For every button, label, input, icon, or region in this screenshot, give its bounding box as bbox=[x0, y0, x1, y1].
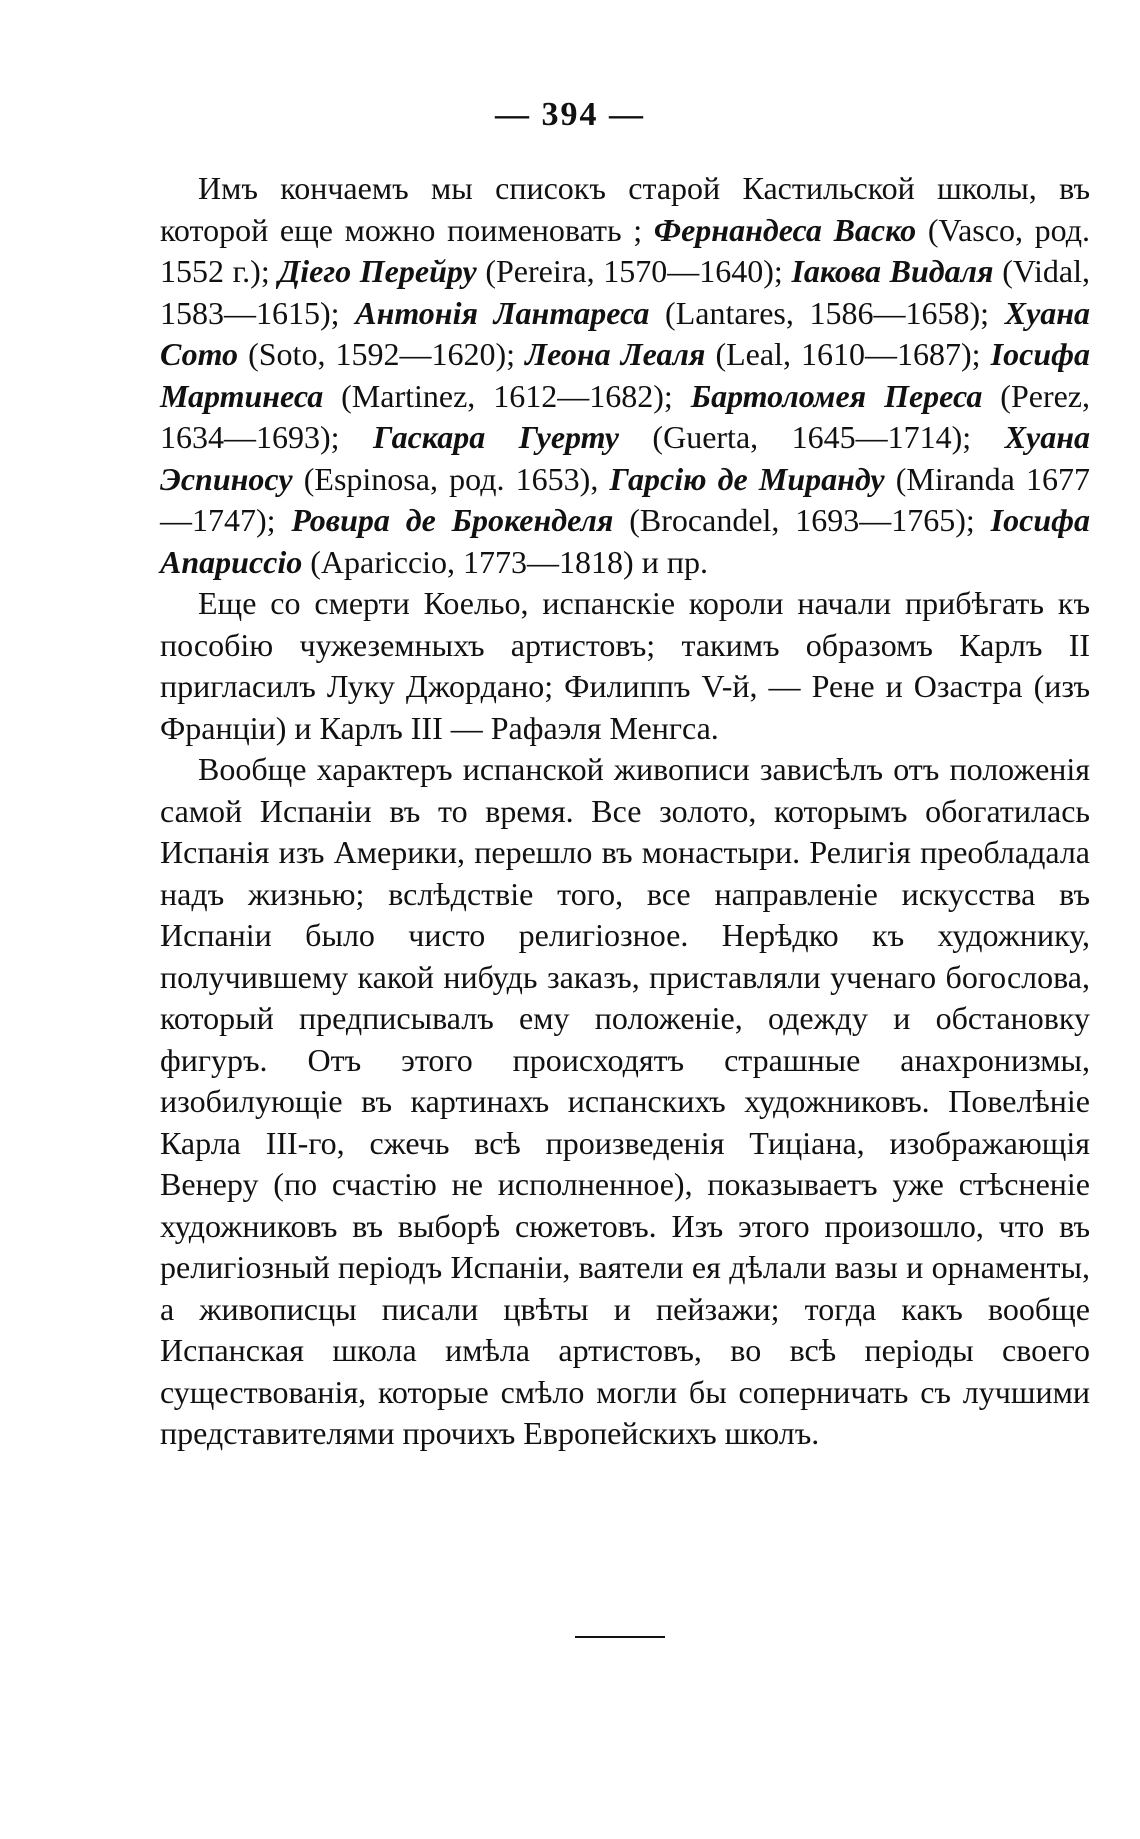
painter-name: Хуана Сото bbox=[160, 294, 1091, 372]
paragraph-text: (Leal, 1610—1687); bbox=[705, 336, 991, 372]
paragraph-text: (Brocandel, 1693—1765); bbox=[613, 502, 991, 538]
paragraph-text: Вообще характеръ испанской живописи зависѣлъ отъ положенія самой Испаніи въ то время. Все золото, которымъ обогатилась Испанія изъ Америки, перешло въ монастыри. Религія преобладала надъ жизнью; вслѣдствіе того, все направленіе искусства въ Испаніи было чисто религіозное. Нерѣдко къ художнику, получившему какой нибудь заказъ, приставляли ученаго богослова, который предписывалъ ему положеніе, одежду и обстановку фигуръ. Отъ этого происходятъ страшные анахронизмы, изобилующіе въ картинахъ испанскихъ художниковъ. Повелѣніе Карла III-го, сжечь всѣ произведенія Тиціана, изображающія Венеру (по счастію не исполненное), показываетъ уже стѣсненіе художниковъ въ выборѣ сюжетовъ. Изъ этого произошло, что въ религіозный періодъ Испаніи, ваятели ея дѣлали вазы и орнаменты, а живописцы писали цвѣты и пейзажи; тогда какъ вообще Испанская школа имѣла артистовъ, во всѣ періоды своего существованія, которые смѣло могли бы соперничать съ лучшими представителями прочихъ Европейскихъ школъ. bbox=[160, 751, 1090, 1451]
paragraph-text: (Espinosa, род. 1653), bbox=[292, 460, 610, 497]
paragraph bbox=[160, 583, 1090, 749]
paragraph-text: (Miranda 1677—1747); bbox=[160, 460, 1091, 538]
paragraph-text: Имъ кончаемъ мы списокъ старой Кастильской школы, въ которой еще можно поименовать ; bbox=[160, 170, 1090, 248]
painter-name: Гарсію де Миранду bbox=[609, 460, 885, 497]
paragraph-text: (Pereira, 1570—1640); bbox=[476, 253, 792, 289]
paragraph-text: (Guerta, 1645—1714); bbox=[618, 419, 1005, 455]
painter-name: Іакова Видаля bbox=[791, 253, 994, 289]
painter-name: Іосифа Мартинеса bbox=[160, 336, 1091, 414]
paragraph-text: (Vidal, 1583—1615); bbox=[160, 253, 1091, 331]
paragraph-text: (Soto, 1592—1620); bbox=[238, 336, 526, 372]
end-rule bbox=[575, 1636, 665, 1638]
painter-name: Хуана Эспиносу bbox=[160, 419, 1091, 497]
paragraph bbox=[160, 168, 1090, 583]
paragraph-text: (Perez, 1634—1693); bbox=[160, 377, 1091, 455]
painter-name: Ровира де Брокенделя bbox=[291, 502, 614, 538]
page-number: — 394 — bbox=[495, 96, 645, 133]
paragraph-text: (Lantares, 1586—1658); bbox=[649, 294, 1005, 331]
paragraph-text: (Martinez, 1612—1682); bbox=[323, 377, 691, 414]
painter-name: Діего Перейру bbox=[278, 253, 477, 289]
paragraph-text: Еще со смерти Коельо, испанскіе короли начали прибѣгать къ пособію чужеземныхъ артистовъ; такимъ образомъ Карлъ II пригласилъ Луку Джордано; Филиппъ V-й, — Рене и Озастра (изъ Франціи) и Карлъ III — Рафаэля Менгса. bbox=[160, 585, 1090, 746]
painter-name: Бартоломея Переса bbox=[690, 377, 983, 414]
painter-name: Фернандеса Васко bbox=[653, 211, 917, 248]
paragraph-text: (Vasco, род. 1552 г.); bbox=[160, 211, 1091, 289]
painter-name: Гаскара Гуерту bbox=[373, 419, 619, 455]
paragraph bbox=[160, 749, 1090, 1455]
painter-name: Антонія Лантареса bbox=[355, 294, 650, 331]
painter-name: Леона Леаля bbox=[525, 336, 706, 372]
painter-name: Іосифа Апариссіо bbox=[160, 502, 1091, 580]
body-text bbox=[160, 168, 1090, 1455]
paragraph-text: (Aparicсio, 1773—1818) и пр. bbox=[302, 543, 708, 580]
